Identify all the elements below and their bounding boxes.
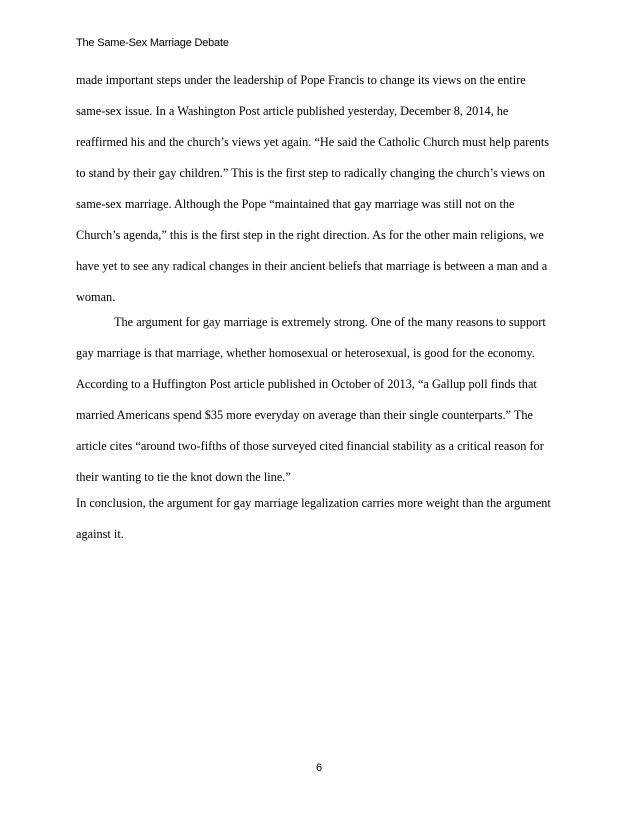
text-line: have yet to see any radical changes in their ancient beliefs that marriage is between a man and a bbox=[76, 259, 548, 273]
text-line: against it. bbox=[76, 527, 124, 541]
text-line: The argument for gay marriage is extremely strong. One of the many reasons to support bbox=[114, 315, 546, 329]
text-line: Church’s agenda,” this is the first step in the right direction. As for the other main religions, we bbox=[76, 228, 544, 242]
text-line: their wanting to tie the knot down the line.” bbox=[76, 470, 291, 484]
text-line: article cites “around two-fifths of those surveyed cited financial stability as a critical reason for bbox=[76, 439, 544, 453]
text-line: In conclusion, the argument for gay marriage legalization carries more weight than the argument bbox=[76, 496, 551, 510]
text-line: same-sex marriage. Although the Pope “maintained that gay marriage was still not on the bbox=[76, 197, 515, 211]
text-line: to stand by their gay children.” This is the first step to radically changing the church’s views on bbox=[76, 166, 545, 180]
text-line: reaffirmed his and the church’s views yet again. “He said the Catholic Church must help parents bbox=[76, 135, 550, 149]
running-head: The Same-Sex Marriage Debate bbox=[76, 37, 229, 49]
text-line: made important steps under the leadership of Pope Francis to change its views on the entire bbox=[76, 73, 526, 87]
text-line: woman. bbox=[76, 290, 116, 304]
page-number: 6 bbox=[315, 762, 323, 774]
text-line: gay marriage is that marriage, whether homosexual or heterosexual, is good for the economy. bbox=[76, 346, 535, 360]
text-line: same-sex issue. In a Washington Post article published yesterday, December 8, 2014, he bbox=[76, 104, 509, 118]
text-line: According to a Huffington Post article published in October of 2013, “a Gallup poll finds that bbox=[76, 377, 537, 391]
text-line: married Americans spend $35 more everyday on average than their single counterparts.” The bbox=[76, 408, 533, 422]
